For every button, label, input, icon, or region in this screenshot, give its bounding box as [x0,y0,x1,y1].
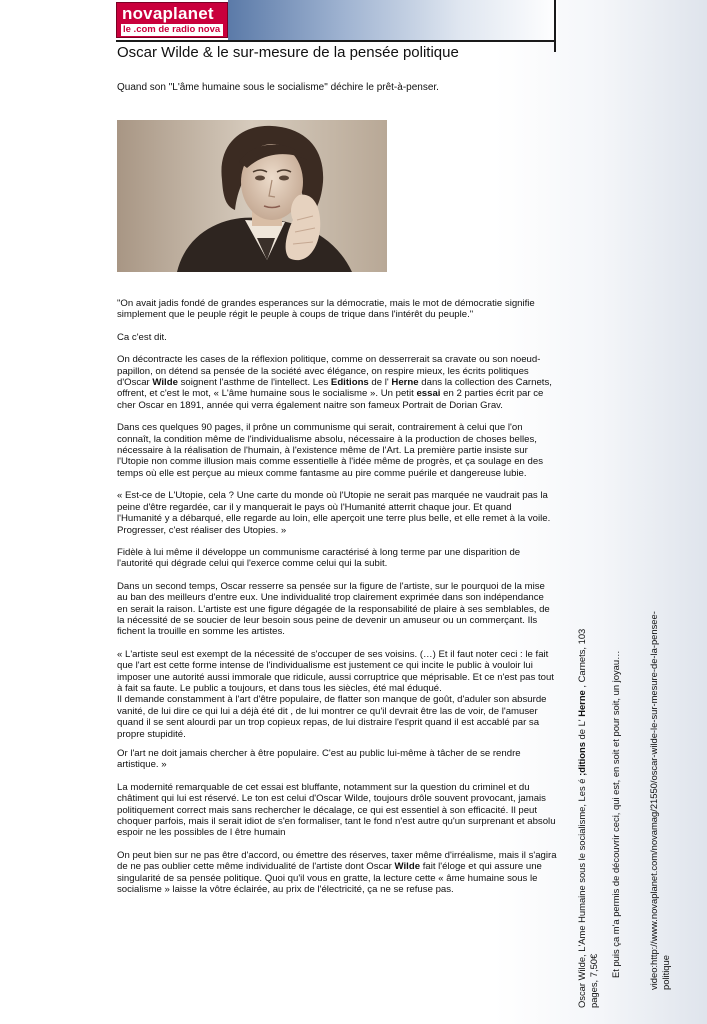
bold-wilde-2: Wilde [394,861,421,873]
book-reference: Oscar Wilde, L'Ame Humaine sous le socialisme, Les é ;ditions de L' Herne , Carnets, 103 pages, 7,50€ [576,628,599,1008]
article-subtitle: Quand son "L'âme humaine sous le socialisme" déchire le prêt-à-penser. [117,82,439,93]
novaplanet-logo[interactable] [116,2,228,38]
header-gradient-band [228,0,558,40]
bold-herne: Herne [391,377,419,389]
bold-wilde: Wilde [152,377,178,389]
opening-quote: "On avait jadis fondé de grandes esperances sur la démocratie, mais le mot de démocratie signifie simplement que le peuple régit le peuple à coups de trique dans l'intérêt du peuple." [117,298,535,321]
article-body [117,298,557,906]
bold-essai: essai [416,388,441,400]
article-title: Oscar Wilde & le sur-mesure de la pensée politique [117,44,459,61]
paragraph-popular: Or l'art ne doit jamais chercher à être populaire. C'est au public lui-même à tâcher de se rendre artistique. » [117,748,521,771]
logo-name: novaplanet [122,4,214,23]
paragraph-utopia-quote: « Est-ce de L'Utopie, cela ? Une carte du monde où l'Utopie ne serait pas marquée ne vaudrait pas la peine d'être regardée, car il y manquerait le pays où l'Humanité atterrit chaque jour. Et quand l'Humanité y a débarqué, elle regarde au loin, elle aperçoit une terre plus belle, et elle remet à la voile. Progresser, c'est réaliser des Utopies. » [117,490,551,536]
paragraph-intro: On décontracte les cases de la réflexion politique, comme on desserrerait sa cravate ou son noeud-papillon, on détend sa pensée de la société avec élégance, on respire mieux, les écrits politiques d'Oscar Wilde soignent l'asthme de l'intellect. Les Editions de l' Herne dans la collection des Carnets, offrent, et c'est le mot, « L'âme humaine sous le socialisme ». Un petit essai en 2 parties écrit par ce cher Oscar en 1891, année qui verra également naitre son fameux Portrait de Dorian Grav. [117,354,552,411]
short-remark: Ca c'est dit. [117,331,167,343]
bold-editions: Editions [330,377,369,389]
header-rule [116,40,556,42]
logo-tagline: le .com de radio nova [121,24,223,36]
video-link[interactable]: video:http://www.novaplanet.com/novamag/21550/oscar-wilde-le-sur-mesure-de-la-pensee- politique [648,611,671,990]
paragraph-authority: Fidèle à lui même il développe un communisme caractérisé à long terme par une disparition de l'autorité qui dégrade celui qui l'exerce comme celui qui la subit. [117,546,521,570]
paragraph-artist: Dans un second temps, Oscar resserre sa pensée sur la figure de l'artiste, sur le pourquoi de la mise au ban des meilleurs d'entre eux. Une individualité trop clairement exprimée dans son indépendance en serait la raison. L'artiste est une figure dégagée de la responsabilité de plaire à ses semblables, de la nécessité de se soucier de leur besoin sous peine de devenir un amuseur ou un commerçant. Ils fichent la trouille en somme les artistes. [117,580,550,638]
paragraph-communism: Dans ces quelques 90 pages, il prône un communisme qui serait, contrairement à celui que l'on connaît, la condition même de l'individualisme absolu, nécessaire à la production de choses belles, nécessaire à la réalisation de l'humain, à l'existence même de l'Art. La première partie insiste sur l'Utopie non comme illusion mais comme essentielle à l'idée même de progrès, et ça soulage en des temps où elle est perçue au mieux comme fantasme au pire comme puérile et dangereuse lubie. [117,422,544,479]
paragraph-conclusion: On peut bien sur ne pas être d'accord, ou émettre des réserves, taxer même d'irréalisme, mais il s'agira de ne pas oublier cette même individualité de l'artiste dont Oscar Wilde fait l'éloge et qui assure une singularité de sa pensée politique. Quoi qu'il vous en gratte, la lecture cette « âme humaine sous le socialisme » laisse la vôtre éclairée, au prix de l'électricité, ça ne se refuse pas. [117,849,557,896]
discovery-note: Et puis ça m'a permis de découvrir ceci, qui est, en soit et pour soit, un joyau… [610,650,621,978]
paragraph-artist-quote: « L'artiste seul est exempt de la nécessité de s'occuper de ses voisins. (…) Et il faut noter ceci : le fait que l'art est cette forme intense de l'individualisme est justement ce qui incite le public à vouloir lui imposer une autorité aussi immorale que ridicule, aussi corruptrice que méprisable. Et ce n'est pas tout à fait sa faute. Le public a toujours, et dans tous les siècles, été mal éduqué. Il demande constamment à l'art d'être populaire, de flatter son manque de goût, d'aduler son absurde vanité, de lui dire ce qui lui a déjà été dit , de lui montrer ce qu'il devrait être las de voir, de l'amuser quand il se sent alourdi par un trop copieux repas, de lui distraire l'esprit quand il est accablé par sa propre stupidité. [117,648,554,740]
paragraph-modernity: La modernité remarquable de cet essai est bluffante, notamment sur la question du criminel et du châtiment qui lui est réservé. Le ton est celui d'Oscar Wilde, toujours drôle souvent provocant, jamais politiquement correct mais sans rechercher le décalage, ce qui est essentiel à son efficacité. Il peut choquer parfois, mais il serait idiot de s'en formaliser, tant le fond n'est autre qu'un surprenant et absolu espoir ne les possibles de l être humain [117,781,556,839]
oscar-wilde-portrait [117,120,387,272]
header-corner-rule [554,0,556,52]
